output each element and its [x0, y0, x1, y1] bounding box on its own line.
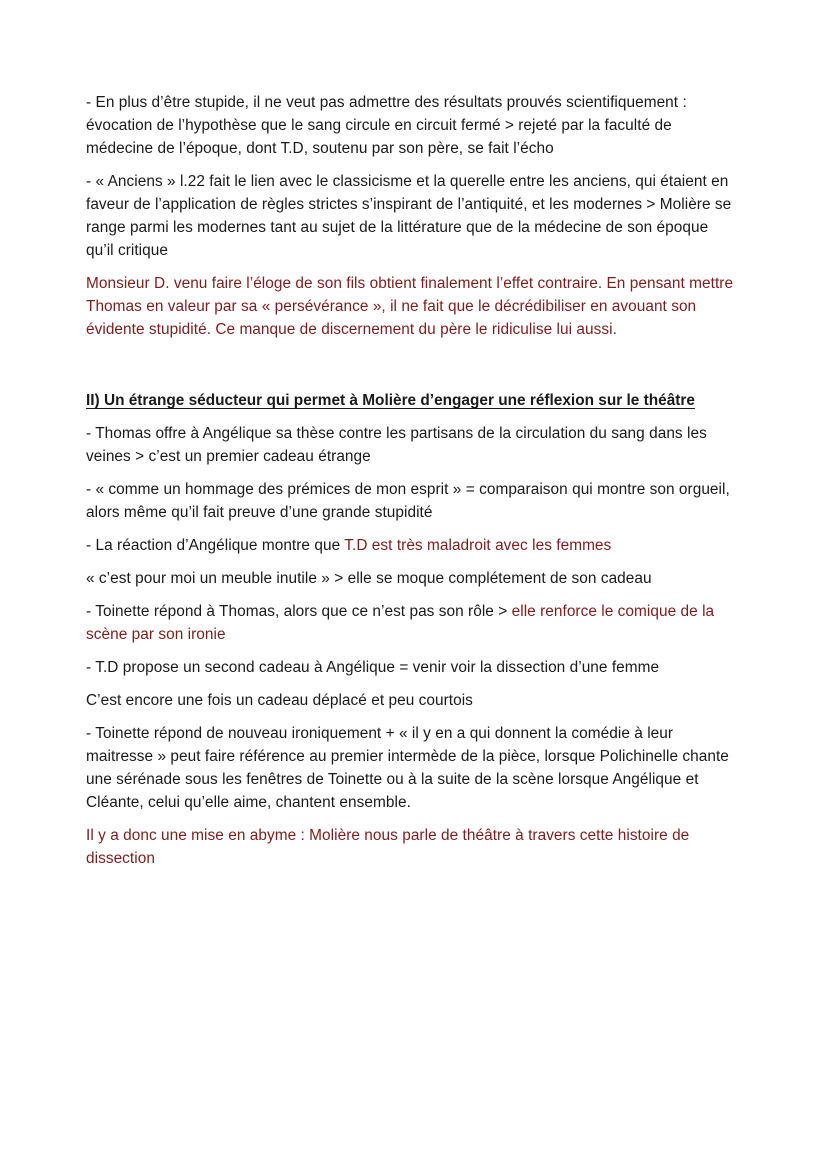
document-page	[86, 91, 736, 880]
paragraph-hommage: - « comme un hommage des prémices de mon esprit » = comparaison qui montre son orgueil, alors même qu’il fait preuve d’une grande stupidité	[86, 481, 730, 521]
toinette-text: - Toinette répond à Thomas, alors que ce n’est pas son rôle >	[86, 603, 512, 620]
paragraph-meuble-inutile: « c’est pour moi un meuble inutile » > elle se moque complétement de son cadeau	[86, 570, 652, 587]
paragraph-comedie: - Toinette répond de nouveau ironiquement + « il y en a qui donnent la comédie à leur maitresse » peut faire référence au premier intermède de la pièce, lorsque Polichinelle chante une sérénade sous les fenêtres de Toinette ou à la suite de la scène lorsque Angélique et Cléante, celui qu’elle aime, chantent ensemble.	[86, 725, 729, 811]
toinette-highlight: elle renforce le comique de la scène par son ironie	[86, 603, 715, 643]
reaction-highlight: T.D est très maladroit avec les femmes	[344, 537, 612, 554]
paragraph-second-gift: - T.D propose un second cadeau à Angélique = venir voir la dissection d’une femme	[86, 659, 660, 676]
paragraph-thesis-gift: - Thomas offre à Angélique sa thèse contre les partisans de la circulation du sang dans les veines > c’est un premier cadeau étrange	[86, 425, 707, 465]
paragraph-gift-comment: C’est encore une fois un cadeau déplacé et peu courtois	[86, 692, 473, 709]
section2-conclusion: Il y a donc une mise en abyme : Molière nous parle de théâtre à travers cette histoire de dissection	[86, 827, 690, 867]
section1-conclusion: Monsieur D. venu faire l’éloge de son fils obtient finalement l’effet contraire. En pensant mettre Thomas en valeur par sa « persévérance », il ne fait que le décrédibiliser en avouant son évidente stupidité. Ce manque de discernement du père le ridiculise lui aussi.	[86, 275, 734, 338]
reaction-text: - La réaction d’Angélique montre que	[86, 537, 345, 554]
paragraph-anciens: - « Anciens » l.22 fait le lien avec le classicisme et la querelle entre les anciens, qui étaient en faveur de l’application de règles strictes s’inspirant de l’antiquité, et les modernes > Molière se range parmi les modernes tant au sujet de la littérature que de la médecine de son époque qu’il critique	[86, 173, 732, 259]
section2-heading: II) Un étrange séducteur qui permet à Molière d’engager une réflexion sur le théâtre	[86, 392, 695, 409]
paragraph-toinette-reply	[86, 600, 736, 646]
paragraph-proven-results: - En plus d’être stupide, il ne veut pas admettre des résultats prouvés scientifiquement : évocation de l’hypothèse que le sang circule en circuit fermé > rejeté par la faculté de médecine de l’époque, dont T.D, soutenu par son père, se fait l’écho	[86, 94, 687, 157]
paragraph-angelique-reaction	[86, 534, 736, 557]
